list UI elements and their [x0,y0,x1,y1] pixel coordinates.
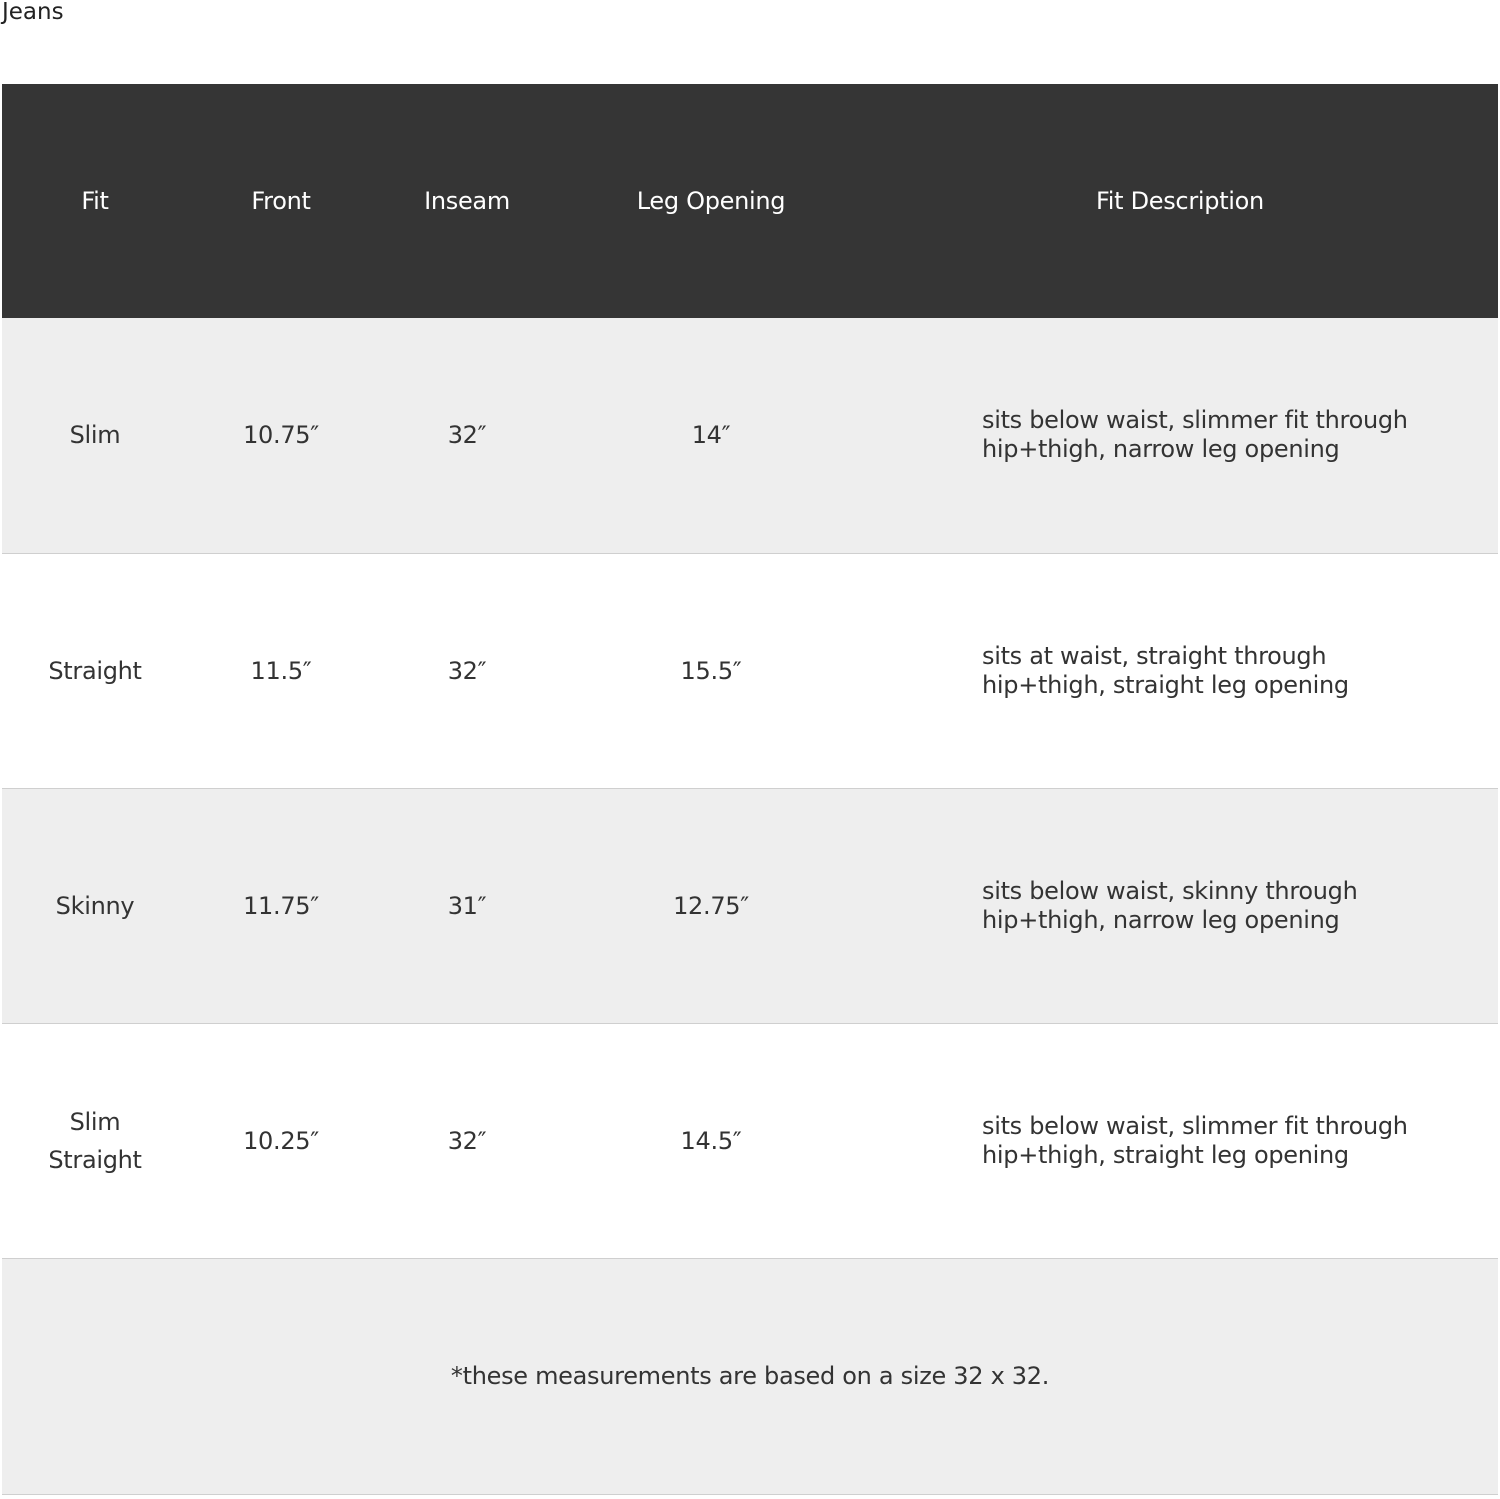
cell-leg-opening: 12.75″ [673,891,749,920]
table-row [2,1023,1498,1258]
footnote: *these measurements are based on a size 32 x 32. [450,1362,1050,1390]
cell-front: 11.75″ [243,891,319,920]
table-row [2,788,1498,1023]
header-front: Front [251,187,311,215]
description-line: hip+thigh, straight leg opening [982,670,1349,699]
cell-fit [2,318,188,553]
cell-fit-description [862,788,1498,1023]
cell-leg-opening: 14″ [691,421,731,450]
cell-front: 10.75″ [243,421,319,450]
header-leg-opening: Leg Opening [636,187,786,215]
cell-front: 10.25″ [243,1126,319,1155]
cell-leg-opening: 14.5″ [680,1126,742,1155]
cell-fit-description [862,318,1498,553]
table-row [2,318,1498,553]
header-inseam: Inseam [424,187,510,215]
description-line: sits below waist, slimmer fit through [982,1111,1408,1140]
page-title: Jeans [2,0,64,25]
table-header-row [2,84,1498,318]
cell-fit [2,788,188,1023]
cell-front: 11.5″ [250,656,312,685]
table-row [2,553,1498,788]
description-line: sits at waist, straight through [982,641,1327,670]
description-line: hip+thigh, narrow leg opening [982,905,1340,934]
cell-inseam: 31″ [447,891,487,920]
fit-name: Straight [48,656,142,685]
footnote-row [2,1258,1498,1494]
cell-inseam: 32″ [447,1126,487,1155]
fit-name: Skinny [55,891,135,920]
header-fit-description: Fit Description [1096,187,1264,215]
cell-leg-opening: 15.5″ [680,656,742,685]
description-line: hip+thigh, narrow leg opening [982,435,1340,464]
cell-fit [2,1023,188,1258]
fit-name: Slim [69,421,121,450]
description-line: hip+thigh, straight leg opening [982,1140,1349,1169]
cell-inseam: 32″ [447,421,487,450]
cell-fit-description [862,553,1498,788]
cell-fit-description [862,1023,1498,1258]
header-fit: Fit [81,187,109,215]
description-line: sits below waist, skinny through [982,876,1358,905]
size-chart-table [2,84,1498,1495]
description-line: sits below waist, slimmer fit through [982,406,1408,435]
fit-name: Slim Straight [48,1107,142,1174]
cell-inseam: 32″ [447,656,487,685]
cell-fit [2,553,188,788]
